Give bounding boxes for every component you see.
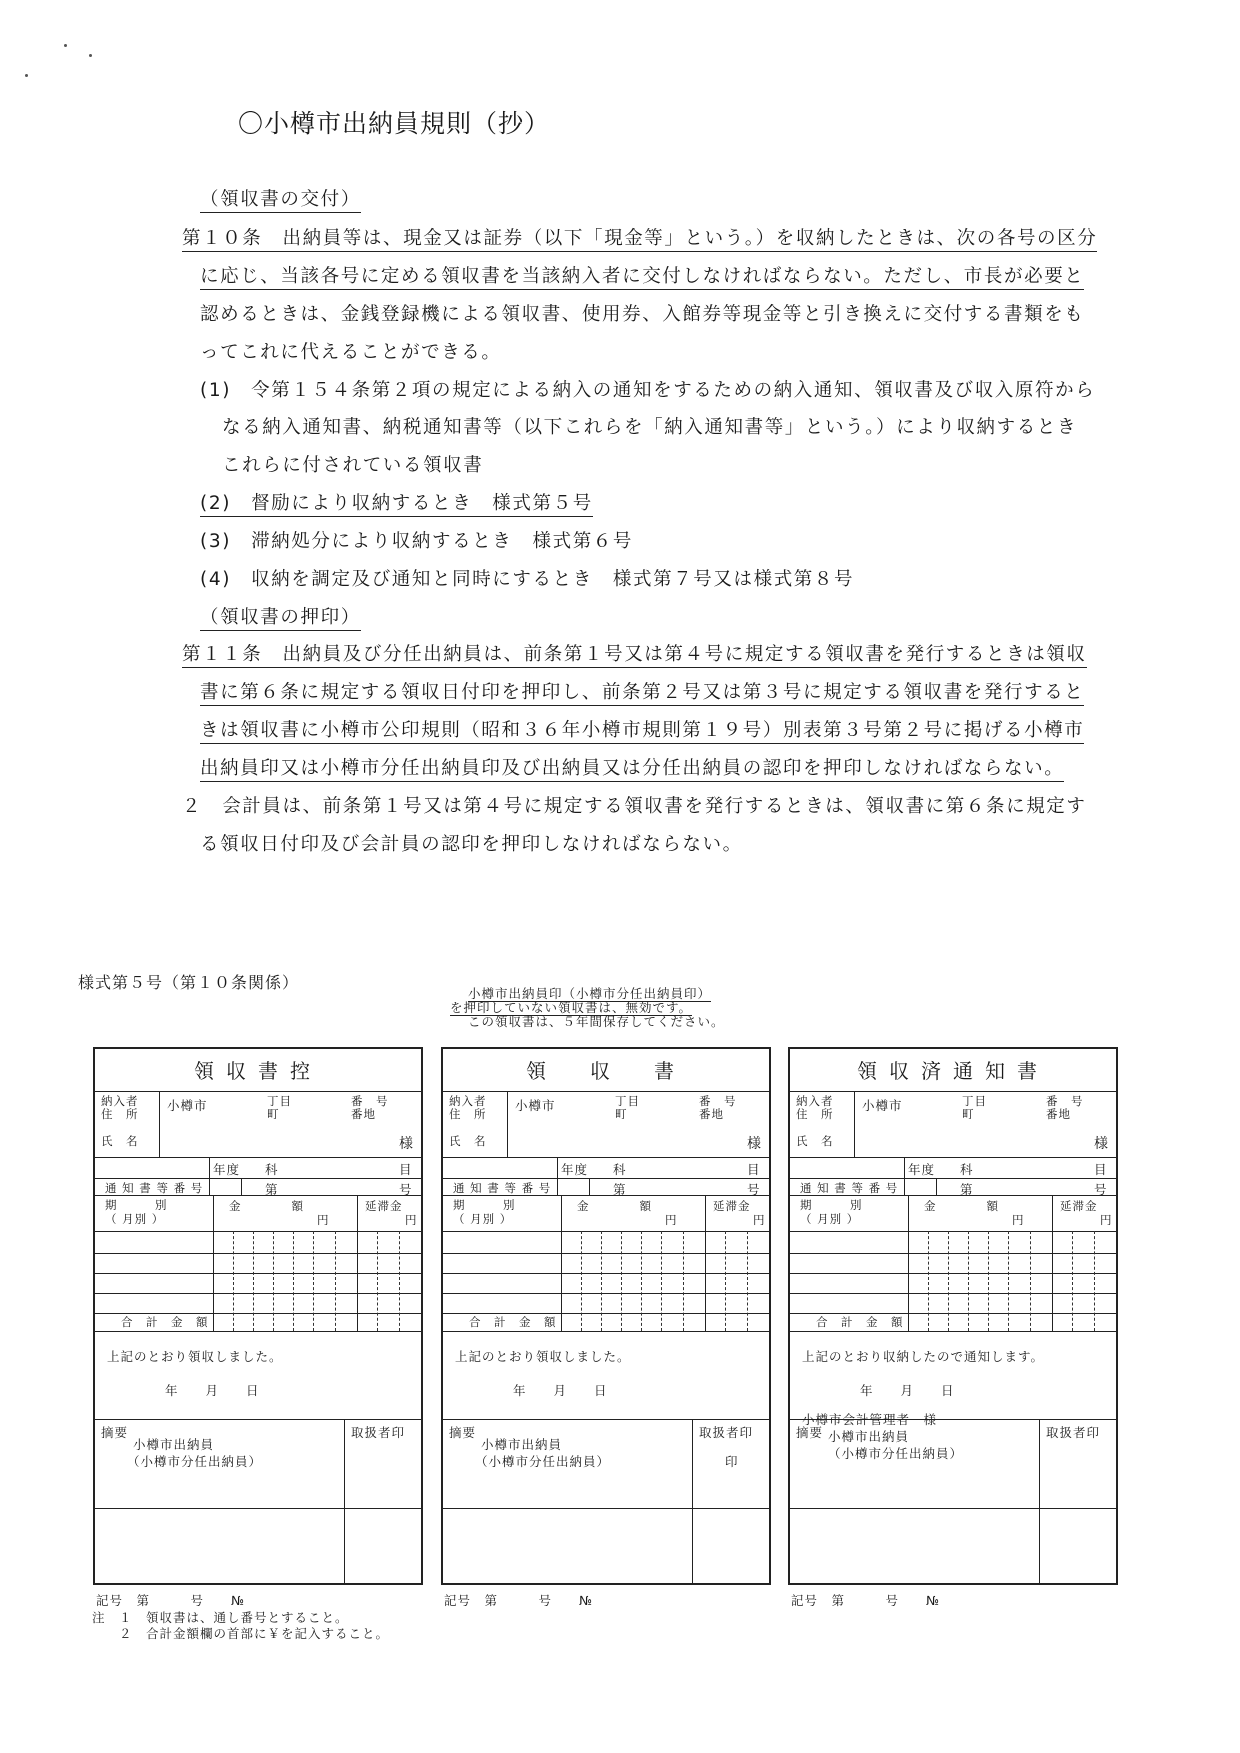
amount-column-guide [273,1231,274,1331]
amount-column-guide [683,1231,684,1331]
city-text: 小樽市 [515,1098,556,1113]
dai-label: 第 [960,1182,974,1197]
amount-column-guide [1094,1231,1095,1331]
scan-speck [25,74,28,77]
article-10-line: 第１０条 出納員等は、現金又は証券（以下「現金等」という。）を収納したときは、次の各号の区分 [182,230,1097,249]
dai-label: 第 [613,1182,627,1197]
form-rule [443,1293,769,1294]
total-label: 合 計 金 額 [469,1315,557,1329]
amount-column-guide [335,1231,336,1331]
go-label: 号 [399,1182,413,1197]
go-label: 号 [1094,1182,1108,1197]
form-rule [443,1508,769,1509]
sama-text: 様 [1094,1136,1109,1152]
form-rule [904,1157,905,1195]
name-label: 氏 名 [449,1134,487,1148]
late-fee-label: 延滞金 [1060,1199,1098,1213]
article-10-item: (3) 滞納処分により収納するとき 様式第６号 [200,531,634,552]
ka-label: 科 [613,1162,627,1177]
seal-mark: 印 [725,1454,739,1469]
reference-number-line: 記号 第 号 № [96,1593,246,1608]
amount-column-guide [1072,1231,1073,1331]
form-rule [159,1091,160,1157]
amount-column-guide [293,1231,294,1331]
form-rule [95,1508,421,1509]
article-11-line: ２ 会計員は、前条第１号又は第４号に規定する領収書を発行するときは、領収書に第６条に規定す [182,796,1087,817]
nendo-label: 年度 [908,1162,936,1177]
notice-number-label: 通 知 書 等 番 号 [453,1181,552,1195]
nendo-label: 年度 [561,1162,589,1177]
form-rule [443,1157,769,1158]
amount-column-guide [988,1231,989,1331]
tekiyo-label: 摘要 [101,1425,129,1440]
form-caption: 様式第５号（第１０条関係） [78,973,300,992]
yen-label: 円 [1100,1213,1113,1227]
form-rule [790,1508,1116,1509]
ka-label: 科 [265,1162,279,1177]
footnote: 注 １ 領収書は、通し番号とすること。 [92,1610,349,1625]
form-title: 領収済通知書 [857,1059,1049,1083]
amount-column-guide [968,1231,969,1331]
receipt-statement: 上記のとおり領収しました。 [107,1349,283,1364]
handler-seal-label: 取扱者印 [1046,1425,1101,1440]
form-rule [443,1419,769,1420]
yen-label: 円 [405,1213,418,1227]
form-rule [908,1195,909,1331]
amount-column-guide [377,1231,378,1331]
form-rule [705,1195,706,1331]
reference-number-line: 記号 第 号 № [791,1593,941,1608]
signatory-text: （小樽市分任出納員） [127,1454,263,1469]
form-rule [95,1273,421,1274]
receipt-form [93,1047,423,1585]
ban-label: 番 号 番地 [1046,1094,1084,1121]
footnote: ２ 合計金額欄の首部に￥を記入すること。 [92,1626,390,1641]
form-rule [557,1157,558,1195]
reference-number-line: 記号 第 号 № [444,1593,594,1608]
form-rule [357,1195,358,1331]
section-heading-10: （領収書の交付） [200,191,361,210]
page-title: 〇小樽市出納員規則（抄） [238,109,551,138]
amount-column-guide [725,1231,726,1331]
receipt-statement: 上記のとおり収納したので通知します。 [802,1349,1045,1364]
receipt-statement: 上記のとおり領収しました。 [455,1349,631,1364]
signatory-text: 小樽市出納員 [481,1437,563,1452]
scan-speck [64,44,67,47]
signatory-text: 小樽市出納員 [133,1437,215,1452]
chome-label: 丁目 町 [615,1094,640,1121]
form-rule [443,1273,769,1274]
form-rule [507,1091,508,1157]
sama-text: 様 [399,1136,414,1152]
ban-label: 番 号 番地 [699,1094,737,1121]
form-title: 領収書控 [194,1059,322,1083]
date-label: 年 月 日 [165,1383,260,1398]
receipt-form [441,1047,771,1585]
form-rule [443,1091,769,1092]
amount-column-guide [253,1231,254,1331]
late-fee-label: 延滞金 [713,1199,751,1213]
form-rule [790,1091,1116,1092]
notice-number-label: 通 知 書 等 番 号 [105,1181,204,1195]
form-rule [561,1195,562,1331]
form-rule [790,1331,1116,1332]
form-rule [589,1178,590,1195]
form-rule [790,1253,1116,1254]
validity-notice: 小樽市出納員印（小樽市分任出納員印） を押印していない領収書は、無効です。 この領収書は、５年間保存してください。 [450,986,725,1029]
sama-text: 様 [747,1136,762,1152]
form-rule [443,1231,769,1232]
form-rule [790,1273,1116,1274]
dai-label: 第 [265,1182,279,1197]
moku-label: 目 [399,1162,413,1177]
period-label: 期 別 （ 月別 ） [800,1198,863,1226]
form-rule [95,1178,421,1179]
form-rule [443,1253,769,1254]
date-label: 年 月 日 [860,1383,955,1398]
form-title: 領 収 書 [526,1059,686,1083]
amount-label: 金 額 [577,1199,652,1213]
amount-label: 金 額 [924,1199,999,1213]
form-rule [95,1419,421,1420]
name-label: 氏 名 [101,1134,139,1148]
total-label: 合 計 金 額 [121,1315,209,1329]
city-text: 小樽市 [167,1098,208,1113]
handler-seal-label: 取扱者印 [699,1425,754,1440]
form-rule [95,1293,421,1294]
amount-column-guide [661,1231,662,1331]
ban-label: 番 号 番地 [351,1094,389,1121]
amount-column-guide [601,1231,602,1331]
article-10-item: これらに付されている領収書 [222,455,484,476]
amount-column-guide [928,1231,929,1331]
article-11-line: 出納員印又は小樽市分任出納員印及び出納員又は分任出納員の認印を押印しなければならない。 [200,760,1064,779]
tekiyo-label: 摘要 [449,1425,477,1440]
form-rule [854,1091,855,1157]
amount-column-guide [1008,1231,1009,1331]
amount-label: 金 額 [229,1199,304,1213]
moku-label: 目 [1094,1162,1108,1177]
article-10-line: ってこれに代えることができる。 [200,342,502,363]
form-rule [209,1157,210,1195]
article-10-line: に応じ、当該各号に定める領収書を当該納入者に交付しなければならない。ただし、市長が必要と [200,268,1084,287]
amount-column-guide [399,1231,400,1331]
scan-speck [89,54,92,57]
tekiyo-label: 摘要 [796,1425,824,1440]
form-rule [790,1157,1116,1158]
article-10-line: 認めるときは、金銭登録機による領収書、使用券、入館券等現金等と引き換えに交付する書類をも [200,304,1085,325]
yen-label: 円 [1012,1213,1025,1227]
form-rule [443,1331,769,1332]
form-rule [95,1331,421,1332]
form-rule [936,1178,937,1195]
article-10-item: (2) 督励により収納するとき 様式第５号 [200,495,593,514]
form-rule [1052,1195,1053,1331]
article-10-item: (1) 令第１５４条第２項の規定による納入の通知をするための納入通知、領収書及び収入原符から [200,380,1096,401]
form-rule [443,1178,769,1179]
yen-label: 円 [317,1213,330,1227]
signatory-text: （小樽市分任出納員） [475,1454,611,1469]
payer-address-label: 納入者 住 所 [449,1094,487,1121]
article-11-line: 第１１条 出納員及び分任出納員は、前条第１号又は第４号に規定する領収書を発行するときは領収 [182,646,1087,665]
chome-label: 丁目 町 [267,1094,292,1121]
period-label: 期 別 （ 月別 ） [453,1198,516,1226]
amount-column-guide [747,1231,748,1331]
amount-column-guide [233,1231,234,1331]
form-rule [213,1195,214,1331]
name-label: 氏 名 [796,1134,834,1148]
yen-label: 円 [753,1213,766,1227]
handler-seal-label: 取扱者印 [351,1425,406,1440]
form-rule [1039,1419,1040,1585]
article-11-line: る領収日付印及び会計員の認印を押印しなければならない。 [200,834,743,855]
chome-label: 丁目 町 [962,1094,987,1121]
city-text: 小樽市 [862,1098,903,1113]
form-rule [95,1253,421,1254]
total-label: 合 計 金 額 [816,1315,904,1329]
form-rule [241,1178,242,1195]
yen-label: 円 [665,1213,678,1227]
late-fee-label: 延滞金 [365,1199,403,1213]
notice-number-label: 通 知 書 等 番 号 [800,1181,899,1195]
form-rule [95,1157,421,1158]
signatory-text: （小樽市分任出納員） [828,1446,964,1461]
form-rule [692,1419,693,1585]
signatory-text: 小樽市出納員 [828,1429,910,1444]
form-rule [790,1293,1116,1294]
payer-address-label: 納入者 住 所 [101,1094,139,1121]
amount-column-guide [641,1231,642,1331]
nendo-label: 年度 [213,1162,241,1177]
amount-column-guide [313,1231,314,1331]
payer-address-label: 納入者 住 所 [796,1094,834,1121]
amount-column-guide [581,1231,582,1331]
signatory-text: 小樽市会計管理者 様 [802,1412,938,1427]
article-11-line: 書に第６条に規定する領収日付印を押印し、前条第２号又は第３号に規定する領収書を発行すると [200,684,1084,703]
form-rule [790,1231,1116,1232]
period-label: 期 別 （ 月別 ） [105,1198,168,1226]
form-rule [95,1091,421,1092]
amount-column-guide [948,1231,949,1331]
article-11-line: きは領収書に小樽市公印規則（昭和３６年小樽市規則第１９号）別表第３号第２号に掲げる小樽市 [200,722,1084,741]
receipt-form [788,1047,1118,1585]
form-rule [344,1419,345,1585]
form-rule [95,1231,421,1232]
moku-label: 目 [747,1162,761,1177]
section-heading-11: （領収書の押印） [200,609,361,628]
ka-label: 科 [960,1162,974,1177]
article-10-item: (4) 収納を調定及び通知と同時にするとき 様式第７号又は様式第８号 [200,569,855,590]
date-label: 年 月 日 [513,1383,608,1398]
article-10-item: なる納入通知書、納税通知書等（以下これらを「納入通知書等」という。）により収納するとき [222,417,1078,438]
form-rule [790,1178,1116,1179]
amount-column-guide [621,1231,622,1331]
amount-column-guide [1030,1231,1031,1331]
go-label: 号 [747,1182,761,1197]
